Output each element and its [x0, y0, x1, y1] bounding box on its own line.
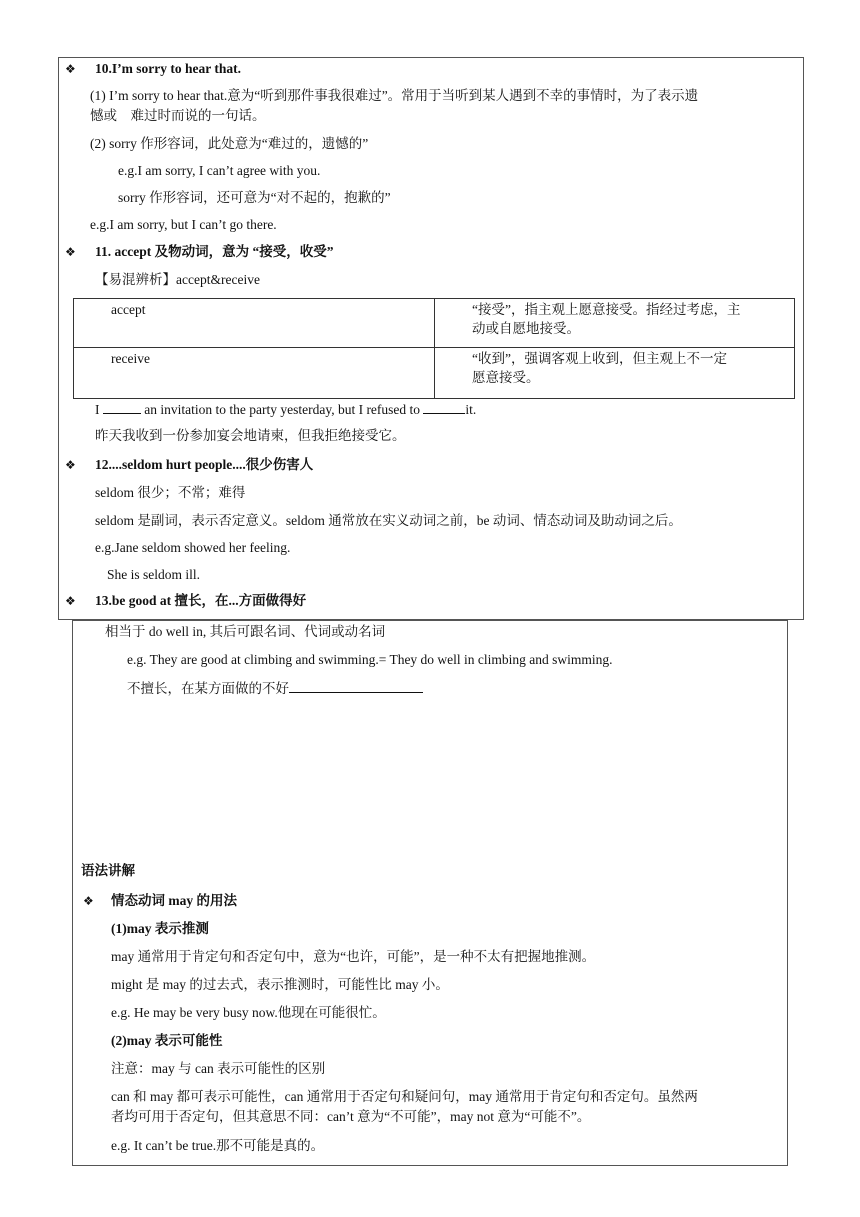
example-5: e.g. They are good at climbing and swimming.= They do well in climbing and swimming. [127, 652, 613, 667]
section-2-para-1: 注意：may 与 can 表示可能性的区别 [111, 1061, 326, 1076]
example-2: e.g.I am sorry, but I can’t go there. [90, 217, 277, 232]
diamond-bullet-icon: ❖ [65, 458, 76, 472]
grammar-heading: 情态动词 may 的用法 [111, 893, 237, 908]
heading-13: 13.be good at 擅长，在...方面做得好 [95, 593, 307, 608]
section-1-heading: (1)may 表示推测 [111, 921, 209, 936]
section-2-heading: (2)may 表示可能性 [111, 1033, 223, 1048]
table-row-accept-def-a: “接受”，指主观上愿意接受。指经过考虑，主 [472, 302, 741, 317]
para-13-1: 相当于 do well in, 其后可跟名词、代词或动名词 [105, 624, 386, 639]
exercise-11: I an invitation to the party yesterday, but I refused to it. [95, 402, 477, 417]
heading-10: 10.I’m sorry to hear that. [95, 61, 241, 76]
diamond-bullet-icon: ❖ [83, 894, 94, 908]
example-1: e.g.I am sorry, I can’t agree with you. [118, 163, 321, 178]
para-12-2: seldom 是副词，表示否定意义。seldom 通常放在实义动词之前，be 动词、情态动词及助动词之后。 [95, 513, 682, 528]
para-13-2: 不擅长，在某方面做的不好 [127, 679, 423, 698]
section-2-para-2a: can 和 may 都可表示可能性，can 通常用于否定句和疑问句，may 通常用于肯定句和否定句。虽然两 [111, 1089, 698, 1104]
table-row-accept-def-b: 动或自愿地接受。 [472, 321, 580, 336]
diamond-bullet-icon: ❖ [65, 245, 76, 259]
section-1-para-2: might 是 may 的过去式，表示推测时，可能性比 may 小。 [111, 977, 449, 992]
heading-12: 12....seldom hurt people....很少伤害人 [95, 457, 314, 472]
section-1-example: e.g. He may be very busy now.他现在可能很忙。 [111, 1005, 386, 1020]
example-4: She is seldom ill. [107, 567, 201, 582]
example-3: e.g.Jane seldom showed her feeling. [95, 540, 291, 555]
table-row-accept-word: accept [111, 302, 146, 317]
table-row-receive-def-a: “收到”，强调客观上收到，但主观上不一定 [472, 351, 727, 366]
heading-11: 11. accept 及物动词，意为 “接受，收受” [95, 244, 334, 259]
para-10-3: sorry 作形容词，还可意为“对不起的，抱歉的” [118, 190, 391, 205]
para-11: 【易混辨析】accept&receive [95, 272, 260, 287]
blank-2[interactable] [423, 400, 465, 414]
table-row-receive-def-b: 愿意接受。 [472, 370, 540, 385]
section-2-example: e.g. It can’t be true.那不可能是真的。 [111, 1138, 325, 1153]
para-10-2: (2) sorry 作形容词，此处意为“难过的，遗憾的” [90, 136, 369, 151]
blank-3[interactable] [289, 679, 423, 693]
para-10-1b: 憾或 难过时而说的一句话。 [90, 108, 266, 123]
section-1-para-1: may 通常用于肯定句和否定句中，意为“也许，可能”，是一种不太有把握地推测。 [111, 949, 596, 964]
para-10-1a: (1) I’m sorry to hear that.意为“听到那件事我很难过”。常用于当听到某人遇到不幸的事情时，为了表示遗 [90, 88, 699, 103]
para-12-1: seldom 很少；不常；难得 [95, 485, 246, 500]
exercise-11-translation: 昨天我收到一份参加宴会地请柬，但我拒绝接受它。 [95, 428, 406, 443]
diamond-bullet-icon: ❖ [65, 62, 76, 76]
grammar-title: 语法讲解 [81, 863, 135, 878]
comparison-table [73, 298, 795, 399]
blank-1[interactable] [103, 400, 141, 414]
diamond-bullet-icon: ❖ [65, 594, 76, 608]
table-row-receive-word: receive [111, 351, 150, 366]
section-2-para-2b: 者均可用于否定句，但其意思不同：can’t 意为“不可能”，may not 意为“可能不”。 [111, 1109, 591, 1124]
